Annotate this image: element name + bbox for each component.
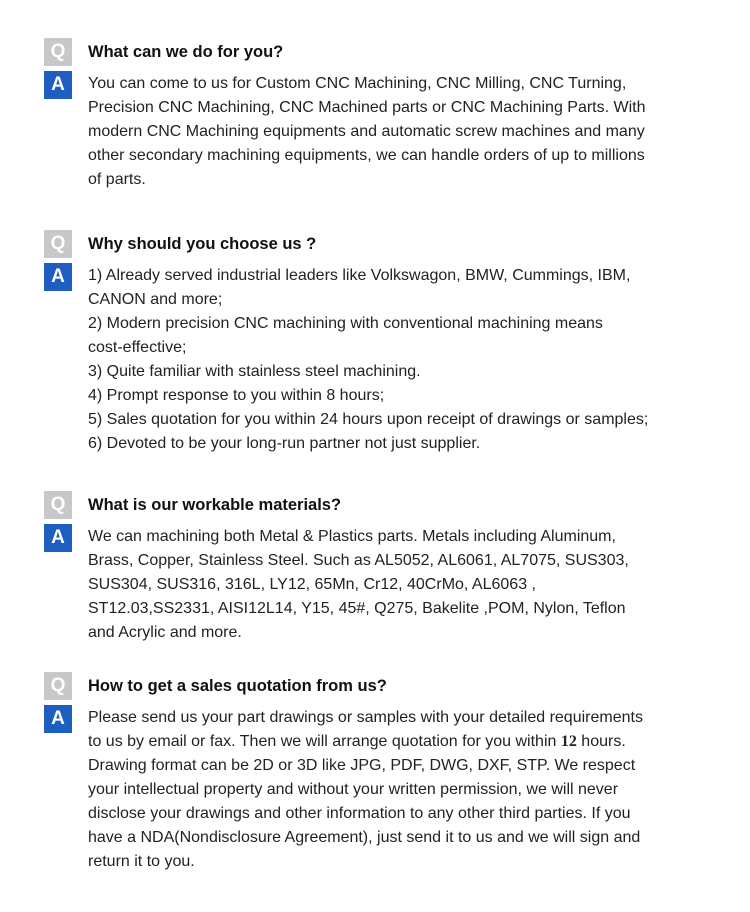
answer-line: have a NDA(Nondisclosure Agreement), just send it to us and we will sign and bbox=[88, 829, 641, 846]
question-badge: Q bbox=[44, 230, 72, 258]
question-text: What is our workable materials? bbox=[88, 496, 342, 514]
question-badge: Q bbox=[44, 38, 72, 66]
answer-line: 1) Already served industrial leaders like Volkswagon, BMW, Cummings, IBM, bbox=[88, 267, 631, 284]
answer-line: modern CNC Machining equipments and automatic screw machines and many bbox=[88, 123, 645, 140]
answer-badge: A bbox=[44, 71, 72, 99]
question-badge: Q bbox=[44, 672, 72, 700]
answer-badge: A bbox=[44, 705, 72, 733]
answer-line: return it to you. bbox=[88, 853, 195, 870]
answer-line: CANON and more; bbox=[88, 291, 223, 308]
answer-line: and Acrylic and more. bbox=[88, 624, 242, 641]
answer-text bbox=[88, 706, 728, 874]
answer-line-part: to us by email or fax. Then we will arrange quotation for you within bbox=[88, 733, 557, 750]
answer-line: SUS304, SUS316, 316L, LY12, 65Mn, Cr12, 40CrMo, AL6063 , bbox=[88, 576, 536, 593]
answer-line: 6) Devoted to be your long-run partner not just supplier. bbox=[88, 435, 481, 452]
answer-line: Please send us your part drawings or samples with your detailed requirements bbox=[88, 709, 643, 726]
answer-line-part: hours. bbox=[581, 733, 626, 750]
answer-line: You can come to us for Custom CNC Machining, CNC Milling, CNC Turning, bbox=[88, 75, 627, 92]
answer-line: Precision CNC Machining, CNC Machined parts or CNC Machining Parts. With bbox=[88, 99, 646, 116]
answer-badge: A bbox=[44, 524, 72, 552]
quotation-hours-number: 12 bbox=[560, 733, 577, 750]
question-badge: Q bbox=[44, 491, 72, 519]
answer-line: 3) Quite familiar with stainless steel machining. bbox=[88, 363, 421, 380]
question-text: Why should you choose us ? bbox=[88, 235, 317, 253]
answer-line: 4) Prompt response to you within 8 hours; bbox=[88, 387, 385, 404]
answer-line: of parts. bbox=[88, 171, 146, 188]
answer-line: cost-effective; bbox=[88, 339, 187, 356]
answer-line: 2) Modern precision CNC machining with conventional machining means bbox=[88, 315, 603, 332]
answer-line: 5) Sales quotation for you within 24 hours upon receipt of drawings or samples; bbox=[88, 411, 649, 428]
question-text: What can we do for you? bbox=[88, 43, 284, 61]
answer-badge: A bbox=[44, 263, 72, 291]
answer-line bbox=[88, 730, 728, 754]
answer-line: ST12.03,SS2331, AISI12L14, Y15, 45#, Q275, Bakelite ,POM, Nylon, Teflon bbox=[88, 600, 626, 617]
answer-line: Drawing format can be 2D or 3D like JPG, PDF, DWG, DXF, STP. We respect bbox=[88, 757, 636, 774]
answer-line: We can machining both Metal & Plastics parts. Metals including Aluminum, bbox=[88, 528, 616, 545]
answer-line: other secondary machining equipments, we can handle orders of up to millions bbox=[88, 147, 645, 164]
answer-line: Brass, Copper, Stainless Steel. Such as AL5052, AL6061, AL7075, SUS303, bbox=[88, 552, 629, 569]
answer-line: your intellectual property and without your written permission, we will never bbox=[88, 781, 619, 798]
answer-text bbox=[88, 72, 728, 192]
answer-text bbox=[88, 525, 728, 645]
answer-text bbox=[88, 264, 728, 456]
question-text: How to get a sales quotation from us? bbox=[88, 677, 387, 695]
answer-line: disclose your drawings and other information to any other third parties. If you bbox=[88, 805, 631, 822]
